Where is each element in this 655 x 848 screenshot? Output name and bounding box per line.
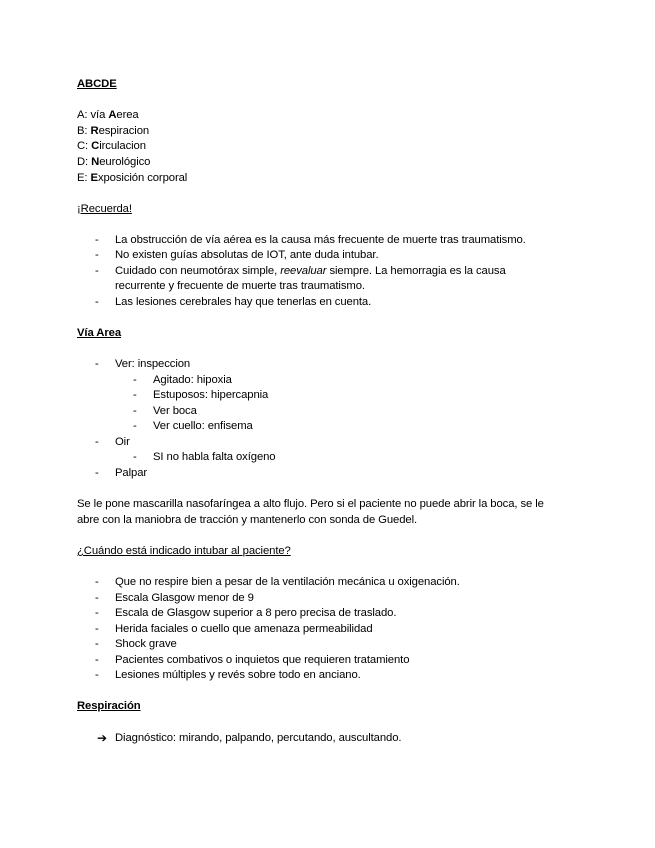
sub-list-item: Agitado: hipoxia <box>153 374 232 386</box>
heading-via-aerea: Vía Area <box>77 327 121 339</box>
dash: - <box>95 296 99 308</box>
dash: - <box>95 607 99 619</box>
dash: - <box>95 623 99 635</box>
intubar-title: ¿Cuándo está indicado intubar al paciente? <box>77 545 291 557</box>
sub-list-item: Estuposos: hipercapnia <box>153 389 269 401</box>
list-item: Herida faciales o cuello que amenaza permeabilidad <box>115 623 373 635</box>
list-item: Escala Glasgow menor de 9 <box>115 592 254 604</box>
dash: - <box>95 234 99 246</box>
list-item: Que no respire bien a pesar de la ventilación mecánica u oxigenación. <box>115 576 460 588</box>
dash: - <box>95 669 99 681</box>
list-item: La obstrucción de vía aérea es la causa más frecuente de muerte tras traumatismo. <box>115 234 526 246</box>
arrow-icon: ➔ <box>97 731 107 745</box>
abcde-line-c: C: Circulacion <box>77 140 146 152</box>
dash: - <box>95 436 99 448</box>
dash: - <box>133 420 137 432</box>
list-item: Oir <box>115 436 130 448</box>
recuerda-title: ¡Recuerda! <box>77 203 132 215</box>
list-item: Diagnóstico: mirando, palpando, percutando, auscultando. <box>115 732 402 744</box>
sub-list-item: Ver boca <box>153 405 197 417</box>
dash: - <box>95 265 99 277</box>
dash: - <box>95 467 99 479</box>
list-item: Pacientes combativos o inquietos que requieren tratamiento <box>115 654 410 666</box>
dash: - <box>95 576 99 588</box>
dash: - <box>95 358 99 370</box>
list-item: Las lesiones cerebrales hay que tenerlas en cuenta. <box>115 296 372 308</box>
list-item: Escala de Glasgow superior a 8 pero precisa de traslado. <box>115 607 397 619</box>
paragraph-line: Se le pone mascarilla nasofaríngea a alto flujo. Pero si el paciente no puede abrir la boca, se le <box>77 498 544 510</box>
abcde-line-b: B: Respiracion <box>77 125 150 137</box>
abcde-line-e: E: Exposición corporal <box>77 172 188 184</box>
dash: - <box>95 592 99 604</box>
dash: - <box>133 451 137 463</box>
list-item: Cuidado con neumotórax simple, reevaluar siempre. La hemorragia es la causa <box>115 265 506 277</box>
sub-list-item: SI no habla falta oxígeno <box>153 451 276 463</box>
dash: - <box>133 389 137 401</box>
dash: - <box>133 405 137 417</box>
abcde-line-d: D: Neurológico <box>77 156 151 168</box>
dash: - <box>95 249 99 261</box>
sub-list-item: Ver cuello: enfisema <box>153 420 253 432</box>
list-item: Palpar <box>115 467 148 479</box>
dash: - <box>95 638 99 650</box>
list-item: No existen guías absolutas de IOT, ante duda intubar. <box>115 249 379 261</box>
list-item: Lesiones múltiples y revés sobre todo en anciano. <box>115 669 361 681</box>
heading-respiracion: Respiración <box>77 700 141 712</box>
list-item-continuation: recurrente y frecuente de muerte tras traumatismo. <box>115 280 365 292</box>
list-item: Shock grave <box>115 638 177 650</box>
paragraph-line: abre con la maniobra de tracción y mantenerlo con sonda de Guedel. <box>77 514 418 526</box>
list-item: Ver: inspeccion <box>115 358 191 370</box>
abcde-line-a: A: vía Aerea <box>77 109 139 121</box>
dash: - <box>133 374 137 386</box>
heading-abcde: ABCDE <box>77 78 117 90</box>
dash: - <box>95 654 99 666</box>
